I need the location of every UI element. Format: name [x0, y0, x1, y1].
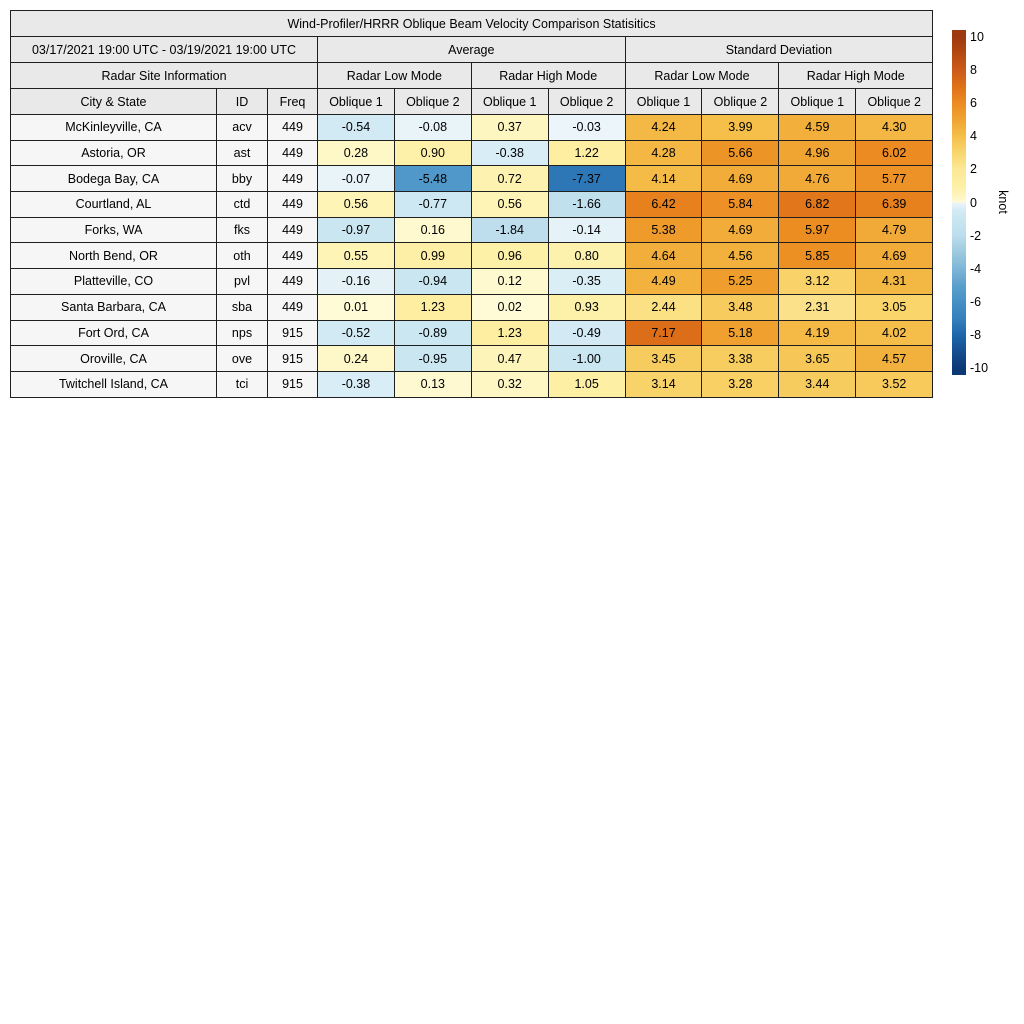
column-header-row — [11, 89, 933, 115]
value-cell: 4.79 — [856, 217, 933, 243]
value-cell: 4.57 — [856, 346, 933, 372]
value-cell: -0.95 — [394, 346, 471, 372]
value-cell: 6.42 — [625, 192, 702, 218]
column-header-oblique1: Oblique 1 — [625, 89, 702, 115]
value-cell: 4.76 — [779, 166, 856, 192]
colorbar-tick-label: 8 — [970, 63, 977, 78]
value-cell: 5.77 — [856, 166, 933, 192]
colorbar-tick-label: -10 — [970, 361, 989, 375]
value-cell: 0.80 — [548, 243, 625, 269]
column-header-city: City & State — [11, 89, 217, 115]
value-cell: 4.02 — [856, 320, 933, 346]
value-cell: 0.56 — [471, 192, 548, 218]
value-cell: 3.45 — [625, 346, 702, 372]
table-body — [11, 115, 933, 398]
value-cell: 3.12 — [779, 269, 856, 295]
value-cell: 5.97 — [779, 217, 856, 243]
site-info-header: Radar Site Information — [11, 63, 318, 89]
value-cell: 0.24 — [318, 346, 395, 372]
value-cell: -0.89 — [394, 320, 471, 346]
site-id-cell: oth — [217, 243, 268, 269]
column-header-freq: Freq — [268, 89, 318, 115]
value-cell: 4.49 — [625, 269, 702, 295]
column-header-oblique1: Oblique 1 — [779, 89, 856, 115]
value-cell: -0.94 — [394, 269, 471, 295]
freq-cell: 449 — [268, 217, 318, 243]
city-state-cell: McKinleyville, CA — [11, 115, 217, 141]
colorbar-tick-label: 4 — [970, 129, 977, 144]
value-cell: -0.38 — [318, 371, 395, 397]
value-cell: 4.30 — [856, 115, 933, 141]
column-header-oblique2: Oblique 2 — [548, 89, 625, 115]
value-cell: -0.97 — [318, 217, 395, 243]
group-header-row — [11, 37, 933, 63]
city-state-cell: North Bend, OR — [11, 243, 217, 269]
value-cell: -0.07 — [318, 166, 395, 192]
table-row — [11, 294, 933, 320]
value-cell: 4.19 — [779, 320, 856, 346]
value-cell: -1.00 — [548, 346, 625, 372]
std-high-mode-header: Radar High Mode — [779, 63, 933, 89]
value-cell: 3.48 — [702, 294, 779, 320]
site-id-cell: tci — [217, 371, 268, 397]
value-cell: 5.38 — [625, 217, 702, 243]
value-cell: 0.02 — [471, 294, 548, 320]
value-cell: 0.32 — [471, 371, 548, 397]
site-id-cell: sba — [217, 294, 268, 320]
value-cell: 0.90 — [394, 140, 471, 166]
value-cell: 0.99 — [394, 243, 471, 269]
value-cell: 4.24 — [625, 115, 702, 141]
freq-cell: 915 — [268, 346, 318, 372]
site-id-cell: pvl — [217, 269, 268, 295]
value-cell: 2.31 — [779, 294, 856, 320]
avg-high-mode-header: Radar High Mode — [471, 63, 625, 89]
city-state-cell: Courtland, AL — [11, 192, 217, 218]
value-cell: 4.56 — [702, 243, 779, 269]
value-cell: -1.84 — [471, 217, 548, 243]
mode-header-row — [11, 63, 933, 89]
colorbar-tick-label: -4 — [970, 261, 982, 276]
table-row — [11, 115, 933, 141]
colorbar-tick-label: 0 — [970, 195, 977, 210]
value-cell: 1.23 — [471, 320, 548, 346]
value-cell: 1.05 — [548, 371, 625, 397]
value-cell: 3.28 — [702, 371, 779, 397]
value-cell: 4.31 — [856, 269, 933, 295]
value-cell: -0.08 — [394, 115, 471, 141]
value-cell: 6.02 — [856, 140, 933, 166]
value-cell: -0.03 — [548, 115, 625, 141]
value-cell: 4.28 — [625, 140, 702, 166]
value-cell: 4.69 — [702, 166, 779, 192]
site-id-cell: bby — [217, 166, 268, 192]
table-row — [11, 243, 933, 269]
value-cell: -0.49 — [548, 320, 625, 346]
value-cell: 5.85 — [779, 243, 856, 269]
title-row — [11, 11, 933, 37]
site-id-cell: nps — [217, 320, 268, 346]
value-cell: -1.66 — [548, 192, 625, 218]
value-cell: 6.82 — [779, 192, 856, 218]
table-row — [11, 192, 933, 218]
column-header-oblique1: Oblique 1 — [471, 89, 548, 115]
value-cell: 0.96 — [471, 243, 548, 269]
value-cell: 0.56 — [318, 192, 395, 218]
table-row — [11, 217, 933, 243]
column-header-oblique2: Oblique 2 — [394, 89, 471, 115]
value-cell: 3.38 — [702, 346, 779, 372]
value-cell: -0.16 — [318, 269, 395, 295]
value-cell: 0.28 — [318, 140, 395, 166]
freq-cell: 449 — [268, 269, 318, 295]
freq-cell: 449 — [268, 192, 318, 218]
stats-table — [10, 10, 933, 398]
city-state-cell: Platteville, CO — [11, 269, 217, 295]
group-header-average: Average — [318, 37, 626, 63]
site-id-cell: acv — [217, 115, 268, 141]
value-cell: 3.52 — [856, 371, 933, 397]
value-cell: 3.65 — [779, 346, 856, 372]
value-cell: -5.48 — [394, 166, 471, 192]
value-cell: -0.38 — [471, 140, 548, 166]
table-header — [11, 11, 933, 115]
value-cell: 5.66 — [702, 140, 779, 166]
value-cell: 0.93 — [548, 294, 625, 320]
value-cell: 1.22 — [548, 140, 625, 166]
colorbar-gradient — [952, 30, 966, 375]
table-row — [11, 166, 933, 192]
freq-cell: 449 — [268, 140, 318, 166]
value-cell: 4.69 — [702, 217, 779, 243]
freq-cell: 915 — [268, 320, 318, 346]
freq-cell: 449 — [268, 243, 318, 269]
colorbar-tick-label: -6 — [970, 294, 982, 309]
colorbar-tick-label: 6 — [970, 96, 977, 111]
value-cell: -7.37 — [548, 166, 625, 192]
site-id-cell: ctd — [217, 192, 268, 218]
value-cell: -0.52 — [318, 320, 395, 346]
value-cell: 5.84 — [702, 192, 779, 218]
value-cell: 3.99 — [702, 115, 779, 141]
value-cell: -0.35 — [548, 269, 625, 295]
value-cell: 0.55 — [318, 243, 395, 269]
value-cell: 4.64 — [625, 243, 702, 269]
colorbar-tick-label: 10 — [970, 30, 984, 44]
table-row — [11, 371, 933, 397]
table-row — [11, 140, 933, 166]
colorbar-unit-label: knot — [996, 190, 1010, 214]
value-cell: 4.14 — [625, 166, 702, 192]
city-state-cell: Astoria, OR — [11, 140, 217, 166]
freq-cell: 449 — [268, 166, 318, 192]
value-cell: 0.13 — [394, 371, 471, 397]
value-cell: 0.16 — [394, 217, 471, 243]
group-header-stddev: Standard Deviation — [625, 37, 933, 63]
date-range: 03/17/2021 19:00 UTC - 03/19/2021 19:00 UTC — [11, 37, 318, 63]
colorbar-tick-label: -2 — [970, 228, 982, 243]
column-header-id: ID — [217, 89, 268, 115]
value-cell: -0.54 — [318, 115, 395, 141]
value-cell: 7.17 — [625, 320, 702, 346]
city-state-cell: Fort Ord, CA — [11, 320, 217, 346]
table-row — [11, 320, 933, 346]
value-cell: 0.37 — [471, 115, 548, 141]
table-row — [11, 346, 933, 372]
freq-cell: 449 — [268, 294, 318, 320]
site-id-cell: ast — [217, 140, 268, 166]
value-cell: 0.01 — [318, 294, 395, 320]
city-state-cell: Twitchell Island, CA — [11, 371, 217, 397]
value-cell: 3.05 — [856, 294, 933, 320]
value-cell: 4.69 — [856, 243, 933, 269]
site-id-cell: fks — [217, 217, 268, 243]
freq-cell: 915 — [268, 371, 318, 397]
value-cell: 5.25 — [702, 269, 779, 295]
value-cell: 2.44 — [625, 294, 702, 320]
value-cell: 0.12 — [471, 269, 548, 295]
city-state-cell: Santa Barbara, CA — [11, 294, 217, 320]
value-cell: 4.96 — [779, 140, 856, 166]
city-state-cell: Oroville, CA — [11, 346, 217, 372]
value-cell: 6.39 — [856, 192, 933, 218]
avg-low-mode-header: Radar Low Mode — [318, 63, 472, 89]
freq-cell: 449 — [268, 115, 318, 141]
value-cell: 4.59 — [779, 115, 856, 141]
value-cell: 3.44 — [779, 371, 856, 397]
column-header-oblique2: Oblique 2 — [702, 89, 779, 115]
value-cell: 1.23 — [394, 294, 471, 320]
table-title: Wind-Profiler/HRRR Oblique Beam Velocity Comparison Statisitics — [11, 11, 933, 37]
city-state-cell: Forks, WA — [11, 217, 217, 243]
column-header-oblique2: Oblique 2 — [856, 89, 933, 115]
city-state-cell: Bodega Bay, CA — [11, 166, 217, 192]
table-row — [11, 269, 933, 295]
value-cell: 5.18 — [702, 320, 779, 346]
value-cell: -0.14 — [548, 217, 625, 243]
colorbar-tick-label: -8 — [970, 327, 982, 342]
value-cell: 3.14 — [625, 371, 702, 397]
colorbar-tick-label: 2 — [970, 162, 977, 177]
site-id-cell: ove — [217, 346, 268, 372]
std-low-mode-header: Radar Low Mode — [625, 63, 779, 89]
value-cell: 0.47 — [471, 346, 548, 372]
value-cell: 0.72 — [471, 166, 548, 192]
value-cell: -0.77 — [394, 192, 471, 218]
column-header-oblique1: Oblique 1 — [318, 89, 395, 115]
